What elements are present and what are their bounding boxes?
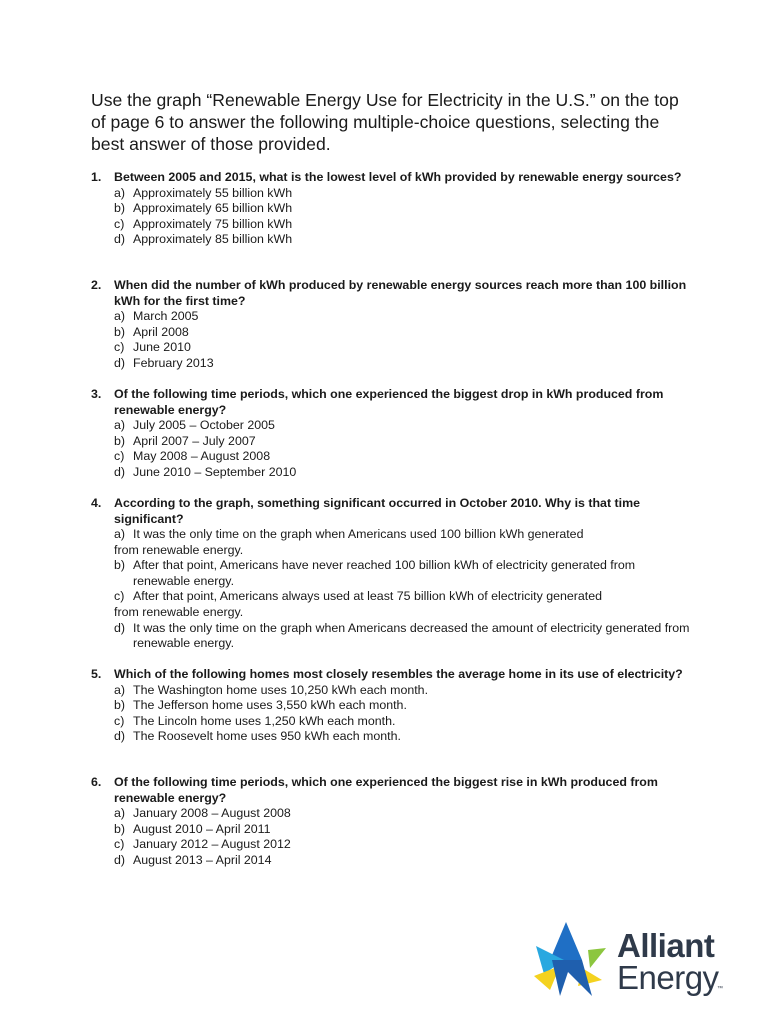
alliant-star-icon bbox=[530, 920, 610, 1000]
logo-blue-base bbox=[552, 960, 592, 996]
logo-green-petal bbox=[588, 948, 606, 968]
question-2 bbox=[91, 278, 691, 371]
option-a: a) January 2008 – August 2008 bbox=[114, 806, 291, 820]
option-a: a) March 2005 bbox=[114, 309, 199, 323]
option-a: a) The Washington home uses 10,250 kWh each month. bbox=[114, 682, 429, 697]
question-number: 1. bbox=[91, 170, 102, 184]
question-number: 2. bbox=[91, 278, 102, 292]
question-number: 3. bbox=[91, 387, 102, 401]
option-d: d) The Roosevelt home uses 950 kWh each month. bbox=[114, 729, 401, 744]
question-number: 5. bbox=[91, 667, 102, 681]
question-text: Of the following time periods, which one experienced the biggest drop in kWh produced from renewable energy? bbox=[114, 387, 664, 417]
question-5 bbox=[91, 667, 691, 745]
question-text: According to the graph, something significant occurred in October 2010. Why is that time significant? bbox=[114, 496, 640, 526]
option-a: a) It was the only time on the graph when Americans used 100 billion kWh generated from renewable energy. bbox=[114, 527, 584, 557]
option-c: c) Approximately 75 billion kWh bbox=[114, 216, 293, 231]
logo-wordmark-line1: Alliant bbox=[617, 927, 715, 964]
question-text: Of the following time periods, which one experienced the biggest rise in kWh produced from renewable energy? bbox=[114, 775, 658, 805]
option-c: c) After that point, Americans always used at least 75 billion kWh of electricity generated from renewable energy. bbox=[114, 589, 603, 619]
question-text: Which of the following homes most closely resembles the average home in its use of electricity? bbox=[114, 667, 683, 681]
option-c: c) June 2010 bbox=[114, 340, 191, 355]
option-c: c) May 2008 – August 2008 bbox=[114, 449, 271, 464]
question-3 bbox=[91, 387, 691, 480]
option-b: b) April 2008 bbox=[114, 324, 189, 339]
option-d: d) June 2010 – September 2010 bbox=[114, 464, 297, 479]
question-text: Between 2005 and 2015, what is the lowest level of kWh provided by renewable energy sources? bbox=[114, 170, 682, 184]
question-text: When did the number of kWh produced by renewable energy sources reach more than 100 billion kWh for the first time? bbox=[114, 278, 687, 308]
alliant-energy-logo bbox=[530, 920, 730, 1000]
instructions-paragraph: Use the graph “Renewable Energy Use for Electricity in the U.S.” on the top of page 6 to answer the following multiple-choice questions, selecting the best answer of those provided. bbox=[91, 90, 679, 154]
option-d: d) It was the only time on the graph when Americans decreased the amount of electricity generated from renewable energy. bbox=[114, 620, 690, 651]
option-b: b) August 2010 – April 2011 bbox=[114, 821, 271, 836]
option-b: b) The Jefferson home uses 3,550 kWh each month. bbox=[114, 698, 407, 713]
question-number: 4. bbox=[91, 496, 102, 510]
option-d: d) August 2013 – April 2014 bbox=[114, 852, 272, 867]
option-a: a) July 2005 – October 2005 bbox=[114, 418, 275, 432]
question-number: 6. bbox=[91, 775, 102, 789]
option-d: d) February 2013 bbox=[114, 355, 214, 370]
option-a: a) Approximately 55 billion kWh bbox=[114, 185, 293, 200]
question-4 bbox=[91, 496, 691, 652]
question-1 bbox=[91, 170, 691, 248]
logo-blue-peak bbox=[550, 922, 582, 960]
question-6 bbox=[91, 775, 691, 868]
trademark-symbol: ™ bbox=[717, 986, 723, 992]
option-c: c) The Lincoln home uses 1,250 kWh each month. bbox=[114, 713, 396, 728]
option-b: b) Approximately 65 billion kWh bbox=[114, 201, 293, 216]
logo-wordmark-line2: Energy bbox=[617, 959, 719, 996]
option-b: b) After that point, Americans have never reached 100 billion kWh of electricity generated from renewable energy. bbox=[114, 558, 636, 588]
option-d: d) Approximately 85 billion kWh bbox=[114, 232, 293, 247]
option-c: c) January 2012 – August 2012 bbox=[114, 837, 291, 852]
option-b: b) April 2007 – July 2007 bbox=[114, 433, 256, 448]
